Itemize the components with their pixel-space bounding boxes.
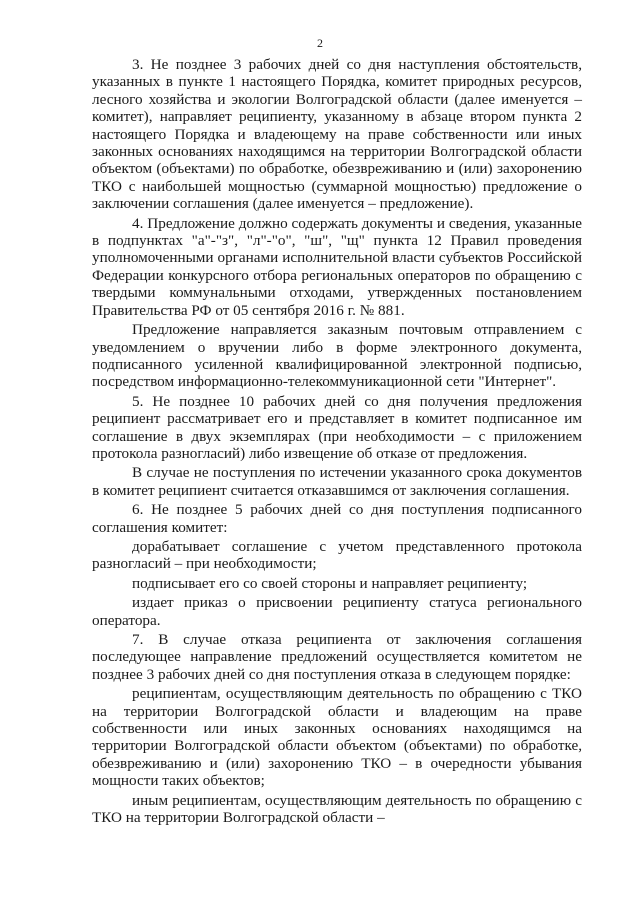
document-body [92,56,582,828]
paragraph-5-refusal: В случае не поступления по истечении указанного срока документов в комитет реципиент считается отказавшимся от заключения соглашения. [92,464,582,499]
paragraph-4-delivery: Предложение направляется заказным почтовым отправлением с уведомлением о вручении либо в форме электронного документа, подписанного усиленной квалифицированной электронной подписью, посредством информационно-телекоммуникационной сети "Интернет". [92,321,582,391]
paragraph-7-item-2: иным реципиентам, осуществляющим деятельность по обращению с ТКО на территории Волгоградской области – [92,791,582,827]
paragraph-7-item-1: реципиентам, осуществляющим деятельность по обращению с ТКО на территории Волгоградской области и владеющим на праве собственности или иных законных основаниях находящимся на территории Волгоградской области объектом (объектами) по обработке, обезвреживанию и (или) захоронению ТКО – в очередности убывания мощности таких объектов; [92,685,582,790]
paragraph-6-item-2: подписывает его со своей стороны и направляет реципиенту; [132,574,528,592]
paragraph-5: 5. Не позднее 10 рабочих дней со дня получения предложения реципиент рассматривает его и представляет в комитет подписанное им соглашение в двух экземплярах (при необходимости – с приложением протокола разногласий) либо извещение об отказе от предложения. [92,392,582,462]
paragraph-4: 4. Предложение должно содержать документы и сведения, указанные в подпунктах "а"-"з", "л"-"о", "ш", "щ" пункта 12 Правил проведения уполномоченными органами исполнительной власти субъектов Российской Федерации конкурсного отбора региональных операторов по обращению с твердыми коммунальными отходами, утвержденных постановлением Правительства РФ от 05 сентября 2016 г. № 881. [92,214,582,319]
page-number: 2 [317,36,323,50]
paragraph-6-item-1: дорабатывает соглашение с учетом представленного протокола разногласий – при необходимости; [92,537,582,573]
paragraph-6: 6. Не позднее 5 рабочих дней со дня поступления подписанного соглашения комитет: [92,501,582,536]
paragraph-7: 7. В случае отказа реципиента от заключения соглашения последующее направление предложений осуществляется комитетом не позднее 3 рабочих дней со дня поступления отказа в следующем порядке: [92,631,582,683]
paragraph-6-item-3: издает приказ о присвоении реципиенту статуса регионального оператора. [92,594,582,629]
paragraph-3: 3. Не позднее 3 рабочих дней со дня наступления обстоятельств, указанных в пункте 1 настоящего Порядка, комитет природных ресурсов, лесного хозяйства и экологии Волгоградской области (далее именуется – комитет), направляет реципиенту, указанному в абзаце втором пункта 2 настоящего Порядка и владеющему на праве собственности или иных законных основаниях находящимся на территории Волгоградской области объектом (объектами) по обработке, обезвреживанию и (или) захоронению ТКО с наибольшей мощностью (суммарной мощностью) предложение о заключении соглашения (далее именуется – предложение). [92,56,582,213]
